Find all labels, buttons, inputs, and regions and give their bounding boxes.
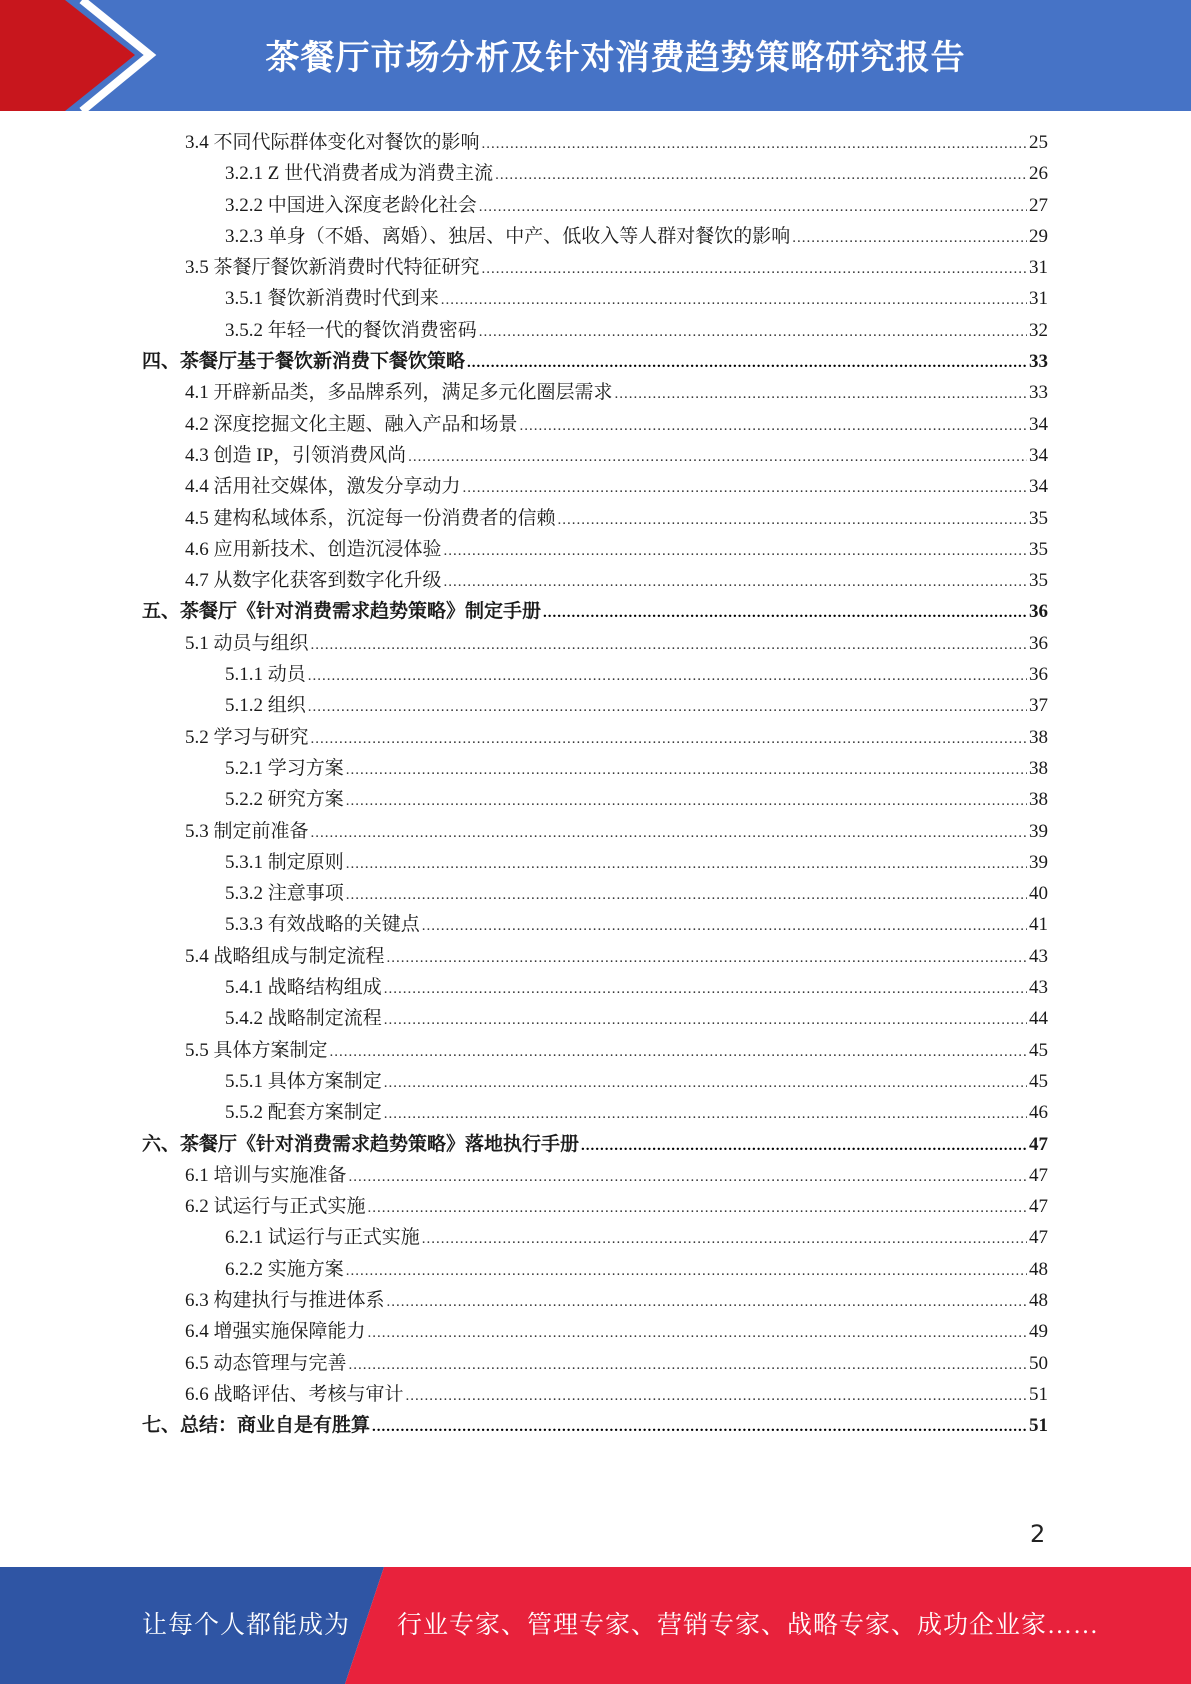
toc-dot-leader [406,1388,1027,1405]
toc-entry[interactable] [142,377,1048,408]
toc-entry[interactable] [142,158,1048,189]
toc-entry-title: 4.5 建构私域体系，沉淀每一份消费者的信赖 [185,507,556,529]
toc-entry-page: 38 [1029,726,1048,748]
toc-entry-page: 38 [1029,757,1048,779]
toc-dot-leader [444,543,1027,560]
toc-entry-page: 41 [1029,914,1048,936]
toc-entry[interactable] [142,1316,1048,1347]
toc-dot-leader [384,1075,1027,1092]
toc-entry-page: 33 [1029,351,1048,373]
toc-entry[interactable] [142,346,1048,377]
toc-dot-leader [349,1357,1027,1374]
toc-dot-leader [311,637,1027,654]
toc-entry-page: 45 [1029,1070,1048,1092]
toc-entry[interactable] [142,690,1048,721]
header-banner [0,0,1191,111]
toc-entry-title: 6.4 增强实施保障能力 [185,1321,366,1343]
toc-entry-page: 48 [1029,1258,1048,1280]
toc-entry[interactable] [142,1191,1048,1222]
toc-entry-page: 40 [1029,883,1048,905]
toc-dot-leader [308,699,1027,716]
toc-entry-page: 31 [1029,257,1048,279]
toc-entry-page: 33 [1029,382,1048,404]
toc-dot-leader [384,1106,1027,1123]
toc-entry[interactable] [142,847,1048,878]
toc-entry-title: 3.2.3 单身（不婚、离婚）、独居、中产、低收入等人群对餐饮的影响 [225,225,791,247]
toc-entry-title: 3.2.2 中国进入深度老龄化社会 [225,194,477,216]
toc-entry[interactable] [142,909,1048,940]
toc-entry-title: 5.1.1 动员 [225,664,306,686]
toc-entry[interactable] [142,283,1048,314]
toc-entry-title: 5.4.2 战略制定流程 [225,1008,382,1030]
toc-entry[interactable] [142,503,1048,534]
footer-banner [0,1567,1191,1684]
toc-entry[interactable] [142,722,1048,753]
toc-entry-title: 5.3 制定前准备 [185,820,309,842]
toc-entry-page: 36 [1029,601,1048,623]
toc-entry-title: 5.4.1 战略结构组成 [225,977,382,999]
toc-entry-title: 6.2.1 试运行与正式实施 [225,1227,420,1249]
toc-dot-leader [479,199,1027,216]
toc-entry[interactable] [142,315,1048,346]
toc-entry-title: 6.1 培训与实施准备 [185,1164,347,1186]
toc-entry[interactable] [142,1348,1048,1379]
toc-entry-page: 39 [1029,820,1048,842]
toc-entry-page: 35 [1029,570,1048,592]
toc-dot-leader [792,230,1027,247]
toc-entry[interactable] [142,127,1048,158]
toc-entry[interactable] [142,659,1048,690]
toc-entry[interactable] [142,1097,1048,1128]
toc-entry[interactable] [142,1222,1048,1253]
toc-entry-page: 34 [1029,444,1048,466]
toc-entry-page: 39 [1029,851,1048,873]
toc-dot-leader [495,167,1027,184]
toc-entry-page: 51 [1029,1383,1048,1405]
toc-dot-leader [615,386,1027,403]
toc-entry[interactable] [142,221,1048,252]
toc-entry[interactable] [142,1285,1048,1316]
toc-entry-page: 26 [1029,163,1048,185]
toc-dot-leader [387,950,1027,967]
toc-dot-leader [408,449,1027,466]
toc-entry-page: 50 [1029,1352,1048,1374]
toc-dot-leader [444,574,1027,591]
toc-entry-title: 四、茶餐厅基于餐饮新消费下餐饮策略 [142,351,466,373]
toc-dot-leader [330,1044,1027,1061]
toc-dot-leader [422,1231,1027,1248]
toc-dot-leader [346,856,1027,873]
toc-dot-leader [368,1200,1027,1217]
toc-entry-title: 3.5.2 年轻一代的餐饮消费密码 [225,319,477,341]
toc-entry-title: 3.5 茶餐厅餐饮新消费时代特征研究 [185,257,480,279]
toc-entry-title: 6.2.2 实施方案 [225,1258,344,1280]
toc-dot-leader [441,292,1027,309]
toc-entry[interactable] [142,190,1048,221]
toc-entry-title: 6.3 构建执行与推进体系 [185,1289,385,1311]
toc-entry-page: 25 [1029,132,1048,153]
toc-entry-page: 47 [1029,1196,1048,1218]
toc-dot-leader [384,981,1027,998]
toc-entry[interactable] [142,816,1048,847]
toc-dot-leader [387,1294,1027,1311]
toc-dot-leader [349,1169,1027,1186]
toc-dot-leader [558,512,1027,529]
toc-entry-title: 5.2 学习与研究 [185,726,309,748]
toc-entry-title: 5.5 具体方案制定 [185,1039,328,1061]
toc-entry-page: 37 [1029,695,1048,717]
toc-entry[interactable] [142,565,1048,596]
toc-dot-leader [346,793,1027,810]
toc-entry-title: 5.2.1 学习方案 [225,757,344,779]
toc-entry[interactable] [142,409,1048,440]
toc-entry-page: 34 [1029,413,1048,435]
toc-dot-leader [372,1419,1027,1436]
toc-entry-title: 5.5.1 具体方案制定 [225,1070,382,1092]
toc-entry[interactable] [142,1003,1048,1034]
toc-entry[interactable] [142,1160,1048,1191]
toc-entry-page: 46 [1029,1102,1048,1124]
toc-entry-title: 5.1.2 组织 [225,695,306,717]
toc-entry-page: 35 [1029,538,1048,560]
table-of-contents [142,127,1048,1441]
toc-entry[interactable] [142,941,1048,972]
toc-entry[interactable] [142,878,1048,909]
toc-entry-title: 6.2 试运行与正式实施 [185,1196,366,1218]
toc-dot-leader [482,261,1027,278]
toc-entry[interactable] [142,252,1048,283]
toc-entry-page: 27 [1029,194,1048,216]
toc-entry-title: 五、茶餐厅《针对消费需求趋势策略》制定手册 [142,601,542,623]
toc-entry-title: 4.3 创造 IP，引领消费风尚 [185,444,407,466]
toc-entry[interactable] [142,1066,1048,1097]
toc-entry-page: 51 [1029,1415,1048,1437]
toc-entry-page: 36 [1029,632,1048,654]
toc-entry-page: 34 [1029,476,1048,498]
toc-entry-page: 47 [1029,1227,1048,1249]
toc-entry[interactable] [142,440,1048,471]
page-number: 2 [1030,1520,1046,1548]
toc-entry[interactable] [142,972,1048,1003]
toc-entry-title: 5.3.2 注意事项 [225,883,344,905]
toc-entry[interactable] [142,1410,1048,1441]
toc-entry-page: 47 [1029,1133,1048,1155]
toc-dot-leader [368,1325,1027,1342]
toc-entry[interactable] [142,1129,1048,1160]
toc-entry-title: 6.6 战略评估、考核与审计 [185,1383,404,1405]
toc-dot-leader [311,731,1027,748]
toc-entry-title: 5.4 战略组成与制定流程 [185,945,385,967]
toc-entry-title: 5.2.2 研究方案 [225,789,344,811]
toc-dot-leader [384,1012,1027,1029]
toc-entry-page: 36 [1029,664,1048,686]
toc-dot-leader [520,418,1027,435]
toc-entry[interactable] [142,1035,1048,1066]
document-title: 茶餐厅市场分析及针对消费趋势策略研究报告 [265,37,966,78]
toc-dot-leader [463,480,1027,497]
toc-entry-title: 4.4 活用社交媒体，激发分享动力 [185,476,461,498]
toc-dot-leader [311,825,1027,842]
toc-dot-leader [308,668,1027,685]
toc-entry-title: 3.2.1 Z 世代消费者成为消费主流 [225,163,494,185]
toc-entry-page: 44 [1029,1008,1048,1030]
toc-entry[interactable] [142,1379,1048,1410]
toc-entry[interactable] [142,628,1048,659]
toc-dot-leader [543,605,1027,622]
toc-dot-leader [467,355,1027,372]
toc-dot-leader [346,887,1027,904]
toc-entry-title: 6.5 动态管理与完善 [185,1352,347,1374]
toc-entry-title: 六、茶餐厅《针对消费需求趋势策略》落地执行手册 [142,1133,580,1155]
toc-entry-page: 38 [1029,789,1048,811]
toc-entry[interactable] [142,596,1048,627]
toc-entry-page: 43 [1029,945,1048,967]
footer-slogan-right: 行业专家、管理专家、营销专家、战略专家、成功企业家…… [397,1612,1100,1639]
toc-entry-title: 七、总结：商业自是有胜算 [142,1415,371,1437]
toc-entry[interactable] [142,1254,1048,1285]
toc-entry-title: 5.1 动员与组织 [185,632,309,654]
toc-entry[interactable] [142,753,1048,784]
toc-entry-title: 5.3.1 制定原则 [225,851,344,873]
toc-entry-page: 29 [1029,225,1048,247]
toc-entry-page: 48 [1029,1289,1048,1311]
toc-dot-leader [422,918,1027,935]
toc-entry-title: 5.5.2 配套方案制定 [225,1102,382,1124]
toc-dot-leader [346,1263,1027,1280]
toc-entry-title: 4.2 深度挖掘文化主题、融入产品和场景 [185,413,518,435]
toc-dot-leader [482,136,1027,153]
toc-entry-title: 3.4 不同代际群体变化对餐饮的影响 [185,132,480,153]
toc-entry-page: 49 [1029,1321,1048,1343]
toc-entry-page: 32 [1029,319,1048,341]
toc-entry-page: 31 [1029,288,1048,310]
toc-entry-title: 3.5.1 餐饮新消费时代到来 [225,288,439,310]
toc-entry-page: 43 [1029,977,1048,999]
toc-entry-title: 4.7 从数字化获客到数字化升级 [185,570,442,592]
toc-dot-leader [581,1138,1027,1155]
toc-entry-page: 35 [1029,507,1048,529]
toc-entry[interactable] [142,534,1048,565]
toc-entry-title: 4.1 开辟新品类，多品牌系列，满足多元化圈层需求 [185,382,613,404]
toc-entry-title: 4.6 应用新技术、创造沉浸体验 [185,538,442,560]
toc-dot-leader [346,762,1027,779]
toc-dot-leader [479,324,1027,341]
toc-entry[interactable] [142,471,1048,502]
toc-entry-page: 45 [1029,1039,1048,1061]
toc-entry-page: 47 [1029,1164,1048,1186]
toc-entry-title: 5.3.3 有效战略的关键点 [225,914,420,936]
footer-slogan-left: 让每个人都能成为 [142,1612,351,1639]
toc-entry[interactable] [142,784,1048,815]
